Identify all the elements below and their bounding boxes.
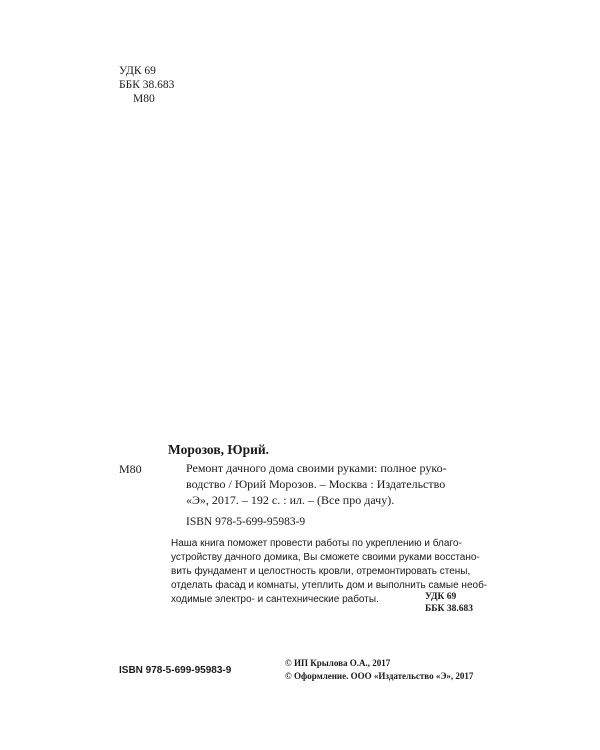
author-code-record: М80 [119, 462, 142, 476]
isbn-footer: ISBN 978-5-699-95983-9 [119, 665, 232, 676]
copyright-author: © ИП Крылова О.А., 2017 [285, 658, 391, 668]
author-code-top: М80 [133, 93, 155, 105]
annotation-line: ходимые электро- и сантехнические работы. [171, 594, 379, 605]
annotation-line: устройству дачного домика, Вы сможете своими руками восстано- [171, 552, 480, 563]
bbk-bottom: ББК 38.683 [425, 604, 473, 614]
bibliographic-line: «Э», 2017. – 192 с. : ил. – (Все про дачу). [186, 493, 395, 507]
annotation-line: Наша книга поможет провести работы по укреплению и благо- [171, 538, 462, 549]
bibliographic-line: водство / Юрий Морозов. – Москва : Издательство [186, 477, 446, 491]
udk-bottom: УДК 69 [425, 592, 457, 602]
annotation-line: отделать фасад и комнаты, утеплить дом и выполнить самые необ- [171, 580, 488, 591]
udk-top: УДК 69 [119, 65, 156, 77]
bbk-top: ББК 38.683 [119, 79, 175, 91]
annotation-line: вить фундамент и целостность кровли, отремонтировать стены, [171, 566, 471, 577]
author-heading: Морозов, Юрий. [168, 442, 270, 457]
isbn-record: ISBN 978-5-699-95983-9 [186, 516, 306, 528]
bibliographic-line: Ремонт дачного дома своими руками: полное руко- [186, 461, 447, 475]
copyright-design: © Оформление. ООО «Издательство «Э», 2017 [285, 671, 474, 681]
